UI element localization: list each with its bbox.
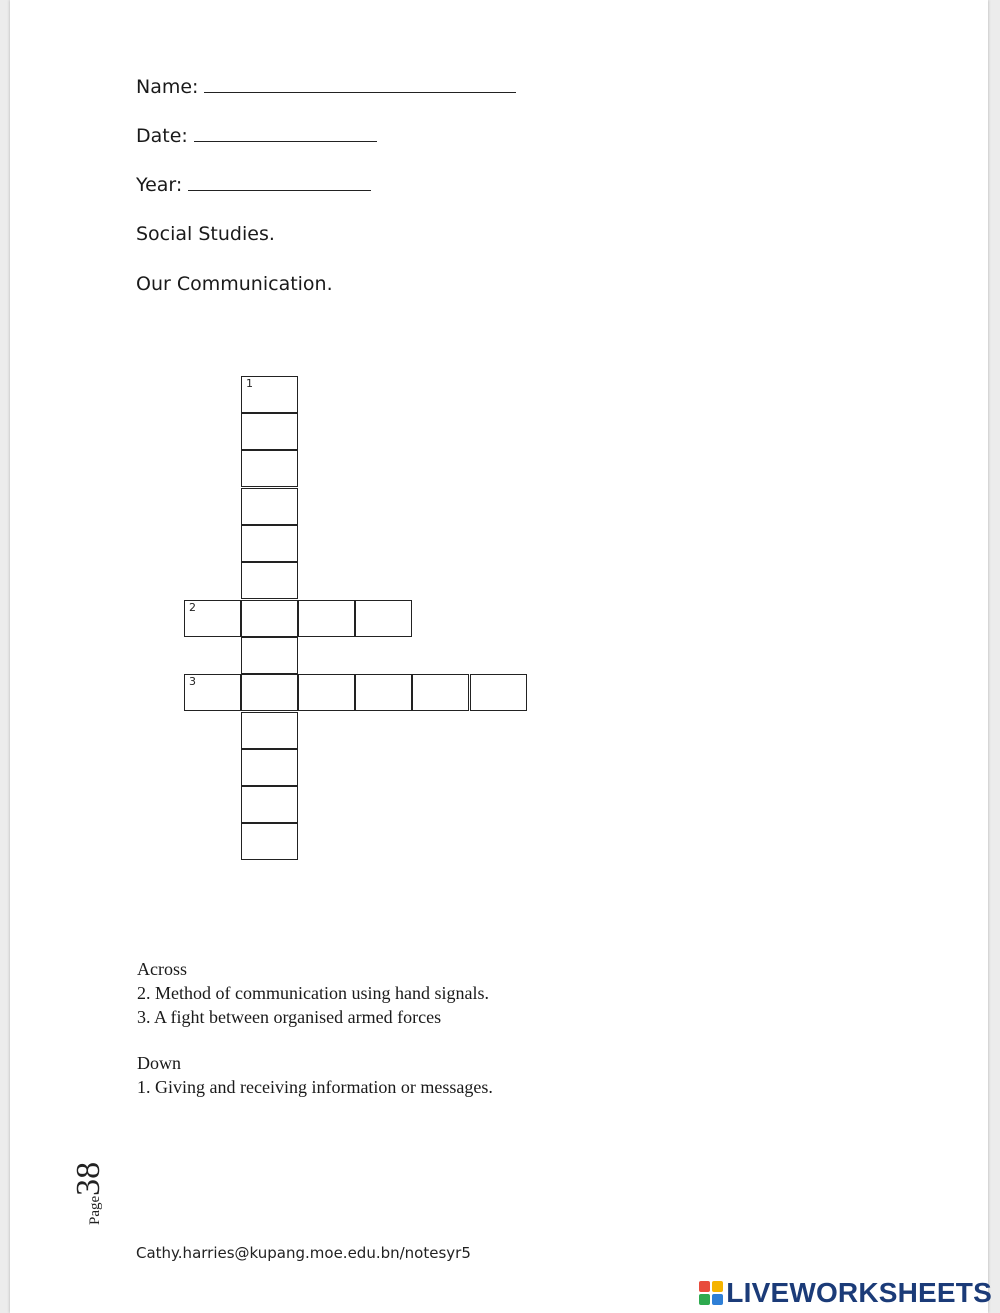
liveworksheets-brand [699, 1276, 992, 1310]
crossword-cell[interactable] [241, 749, 298, 786]
brand-text: LIVEWORKSHEETS [726, 1277, 992, 1308]
date-blank-line[interactable] [194, 127, 377, 142]
crossword-cell[interactable] [241, 637, 298, 674]
subject-title: Social Studies. [136, 223, 275, 245]
footer-email: Cathy.harries@kupang.moe.edu.bn/notesyr5 [136, 1244, 471, 1262]
crossword-cell[interactable] [241, 674, 298, 711]
down-clue: 1. Giving and receiving information or messages. [137, 1077, 493, 1097]
year-blank-line[interactable] [188, 176, 371, 191]
across-clue: 2. Method of communication using hand signals. [137, 983, 489, 1003]
name-blank-line[interactable] [204, 78, 516, 93]
date-label: Date: [136, 125, 188, 147]
crossword-cell[interactable] [355, 600, 412, 637]
crossword-cell[interactable] [241, 525, 298, 562]
name-field [136, 75, 516, 99]
crossword-cell[interactable] [241, 413, 298, 450]
clue-number-3: 3 [189, 675, 196, 688]
clue-number-1: 1 [246, 377, 253, 390]
year-label: Year: [136, 174, 183, 196]
crossword-cell[interactable] [355, 674, 412, 711]
crossword-cell[interactable] [241, 600, 298, 637]
crossword-cell[interactable] [184, 600, 241, 637]
crossword-cell[interactable] [241, 562, 298, 599]
name-label: Name: [136, 76, 199, 98]
crossword-cell[interactable] [241, 786, 298, 823]
page-number-value: 38 [70, 1161, 107, 1196]
date-field [136, 124, 377, 148]
crossword-cell[interactable] [241, 823, 298, 860]
crossword-cell[interactable] [184, 674, 241, 711]
crossword-cell[interactable] [298, 600, 355, 637]
clue-number-2: 2 [189, 601, 196, 614]
worksheet-page [10, 0, 988, 1313]
crossword-cell[interactable] [241, 376, 298, 413]
crossword-cell[interactable] [241, 450, 298, 487]
page-number [70, 1145, 110, 1225]
topic-title: Our Communication. [136, 273, 333, 295]
down-heading: Down [137, 1053, 181, 1073]
crossword-cell[interactable] [412, 674, 469, 711]
crossword-cell[interactable] [298, 674, 355, 711]
crossword-cell[interactable] [241, 712, 298, 749]
across-clue: 3. A fight between organised armed forces [137, 1007, 442, 1027]
year-field [136, 173, 371, 197]
page-word: Page [87, 1195, 103, 1225]
crossword-cell[interactable] [241, 488, 298, 525]
clues-section [137, 957, 493, 1099]
crossword-cell[interactable] [470, 674, 527, 711]
across-heading: Across [137, 959, 187, 979]
liveworksheets-logo-icon [699, 1281, 723, 1305]
